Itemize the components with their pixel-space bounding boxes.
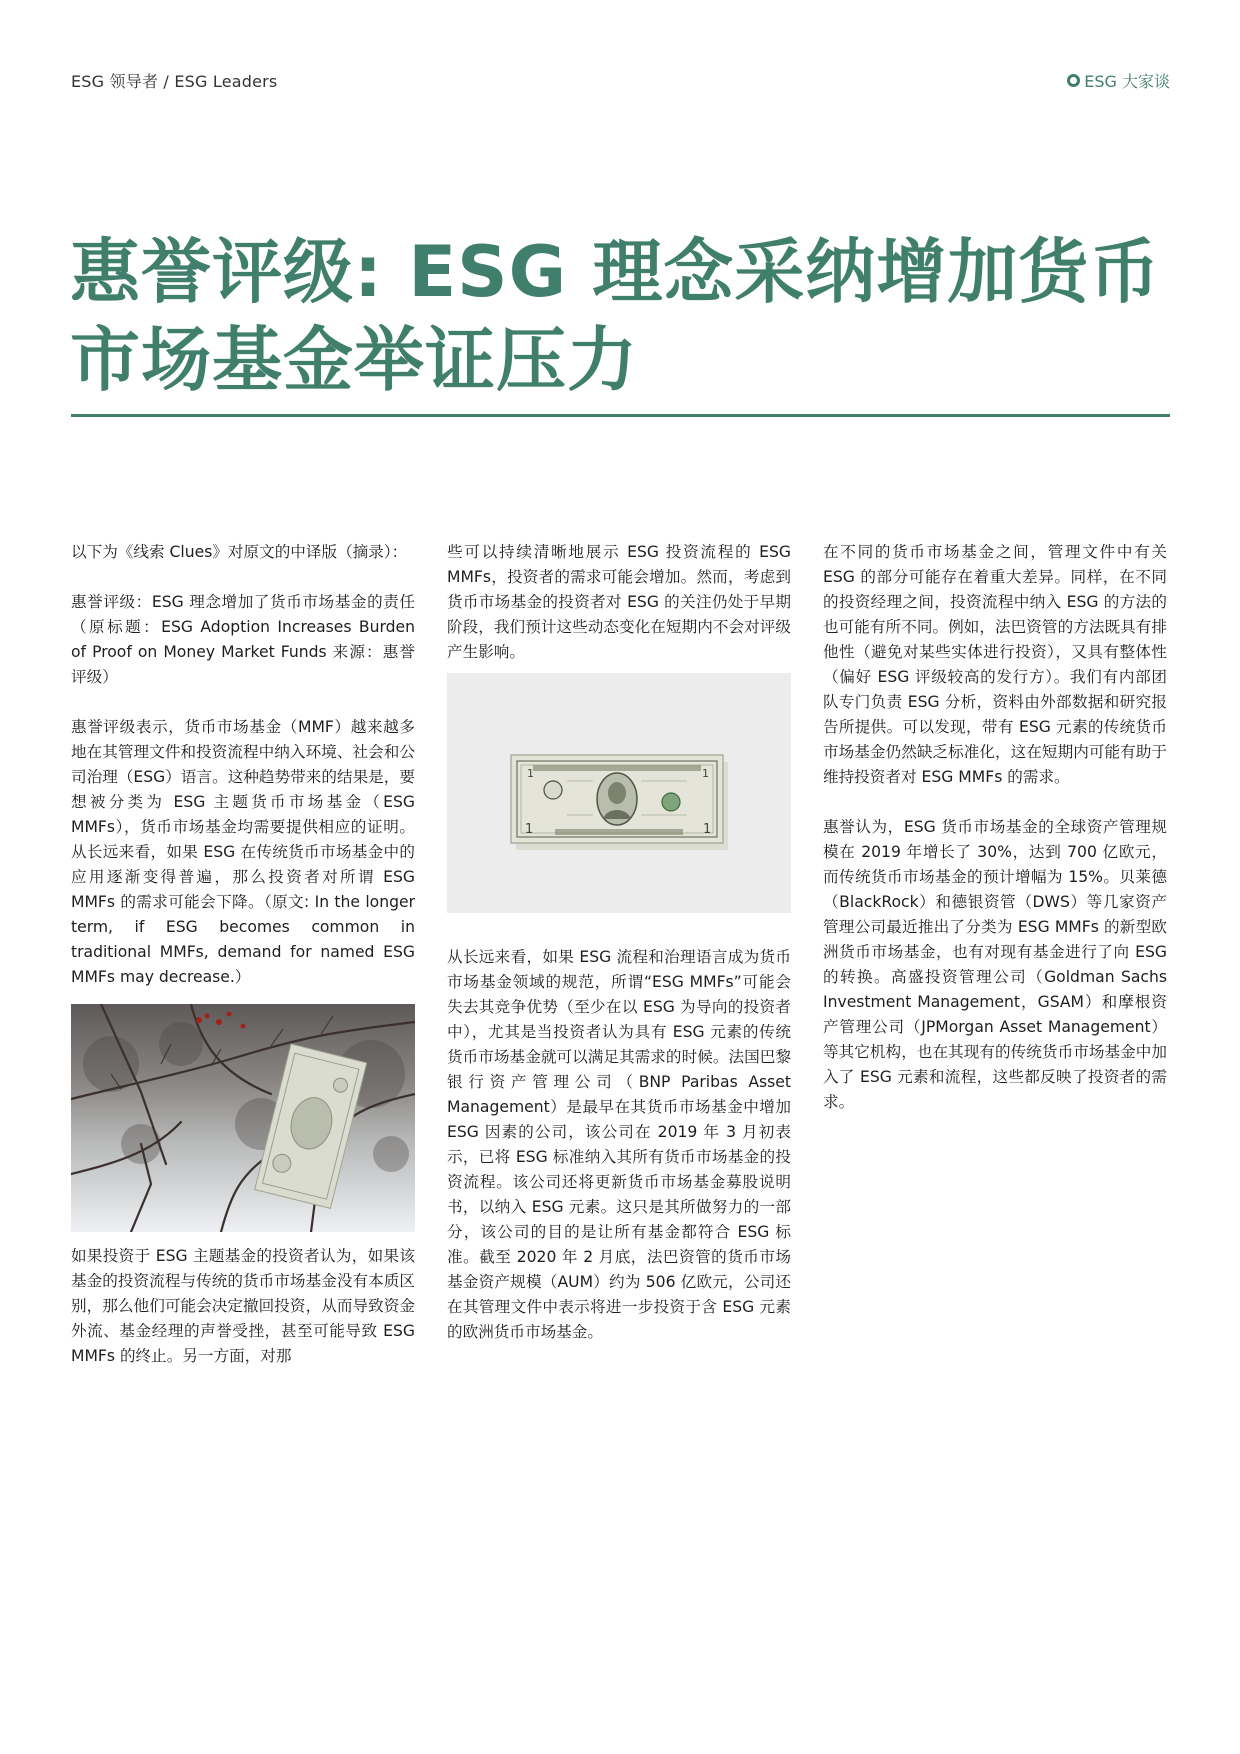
section-header: ESG 领导者 / ESG Leaders <box>71 72 278 91</box>
page-title <box>70 228 1180 404</box>
title-line-2: 市场基金举证压力 <box>70 319 638 401</box>
title-divider <box>71 414 1170 417</box>
svg-text:1: 1 <box>527 767 534 780</box>
svg-text:1: 1 <box>703 822 712 837</box>
title-line-1: 惠誉评级: ESG 理念采纳增加货币 <box>70 231 1161 313</box>
intro-paragraph: 以下为《线索 Clues》对原文的中译版（摘录）： <box>71 543 408 561</box>
brand-text: ESG 大家谈 <box>1084 72 1170 91</box>
article-column-2 <box>447 540 791 1345</box>
brand-label <box>1067 69 1170 92</box>
source-paragraph: 惠誉评级：ESG 理念增加了货币市场基金的责任（原标题：ESG Adoption Increases Burden of Proof on Money Market Funds 来源：惠誉评级） <box>71 593 415 686</box>
article-column-3 <box>823 540 1167 1115</box>
body-paragraph: 从长远来看，如果 ESG 流程和治理语言成为货币市场基金领域的规范，所谓“ESG MMFs”可能会失去其竞争优势（至少在以 ESG 为导向的投资者中），尤其是当投资者认为具有 ESG 元素的传统货币市场基金就可以满足其需求的时候。法国巴黎银行资产管理公司（BNP Paribas Asset Management）是最早在其货币市场基金中增加 ESG 因素的公司，该公司在 2019 年 3 月初表示，已将 ESG 标准纳入其所有货币市场基金的投资流程。该公司还将更新货币市场基金募股说明书，以纳入 ESG 元素。这只是其所做努力的一部分，该公司的目的是让所有基金都符合 ESG 标准。截至 2020 年 2 月底，法巴资管的货币市场基金资产规模（AUM）约为 506 亿欧元，公司还在其管理文件中表示将进一步投资于含 ESG 元素的欧洲货币市场基金。 <box>447 948 791 1341</box>
ring-icon <box>1067 74 1080 87</box>
body-paragraph: 如果投资于 ESG 主题基金的投资者认为，如果该基金的投资流程与传统的货币市场基金没有本质区别，那么他们可能会决定撤回投资，从而导致资金外流、基金经理的声誉受挫，甚至可能导致 ESG MMFs 的终止。另一方面，对那 <box>71 1247 415 1365</box>
svg-text:1: 1 <box>702 767 709 780</box>
body-paragraph: 惠誉评级表示，货币市场基金（MMF）越来越多地在其管理文件和投资流程中纳入环境、社会和公司治理（ESG）语言。这种趋势带来的结果是，要想被分类为 ESG 主题货币市场基金（ESG MMFs），货币市场基金均需要提供相应的证明。从长远来看，如果 ESG 在传统货币市场基金中的应用逐渐变得普遍，那么投资者对所谓 ESG MMFs 的需求可能会下降。（原文: In the longer term, if ESG becomes common in traditional MMFs, demand for named ESG MMFs may decrease.） <box>71 718 415 986</box>
body-paragraph: 惠誉认为，ESG 货币市场基金的全球资产管理规模在 2019 年增长了 30%，达到 700 亿欧元，而传统货币市场基金的预计增幅为 15%。贝莱德（BlackRock）和德银资管（DWS）等几家资产管理公司最近推出了分类为 ESG MMFs 的新型欧洲货币市场基金，也有对现有基金进行了向 ESG 的转换。高盛投资管理公司（Goldman Sachs Investment Management，GSAM）和摩根资产管理公司（JPMorgan Asset Management）等其它机构，也在其现有的传统货币市场基金中加入了 ESG 元素和流程，这些都反映了投资者的需求。 <box>823 818 1167 1111</box>
article-column-1 <box>71 540 415 1369</box>
svg-text:1: 1 <box>525 822 534 837</box>
dollar-bill-on-tree-branch-photo <box>71 1004 415 1232</box>
body-paragraph: 在不同的货币市场基金之间，管理文件中有关 ESG 的部分可能存在着重大差异。同样，在不同的投资经理之间，投资流程中纳入 ESG 的方法的也可能有所不同。例如，法巴资管的方法既具有排他性（避免对某些实体进行投资），又具有整体性（偏好 ESG 评级较高的发行方）。我们有内部团队专门负责 ESG 分析，资料由外部数据和研究报告所提供。可以发现，带有 ESG 元素的传统货币市场基金仍然缺乏标准化，这在短期内可能有助于维持投资者对 ESG MMFs 的需求。 <box>823 543 1167 786</box>
body-paragraph: 些可以持续清晰地展示 ESG 投资流程的 ESG MMFs，投资者的需求可能会增加。然而，考虑到货币市场基金的投资者对 ESG 的关注仍处于早期阶段，我们预计这些动态变化在短期内不会对评级产生影响。 <box>447 543 791 661</box>
one-dollar-bill-photo <box>447 673 791 913</box>
